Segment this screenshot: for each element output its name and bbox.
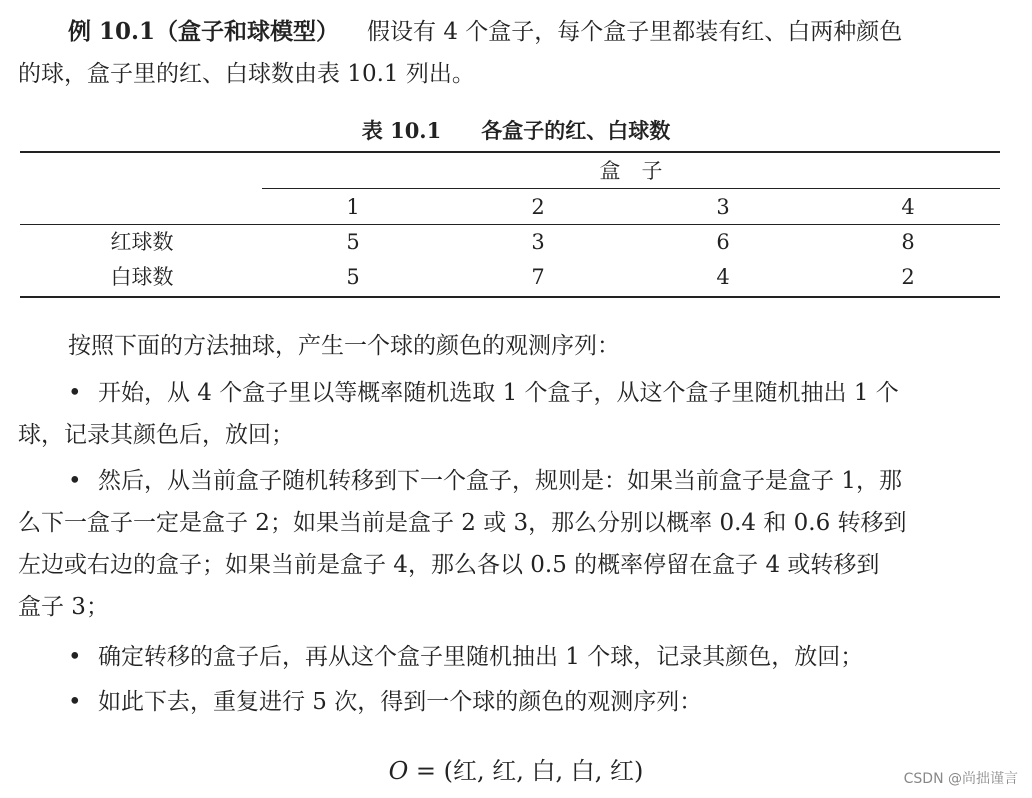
table-row-label: 红球数: [110, 230, 174, 254]
table-cell: 5: [346, 265, 360, 289]
table-cell: 4: [716, 265, 730, 289]
bullet-2-line-2: 么下一盒子一定是盒子 2；如果当前是盒子 2 或 3，那么分别以概率 0.4 和 0.6 转移到: [18, 510, 907, 536]
table-caption-text: 各盒子的红、白球数: [481, 118, 671, 143]
csdn-watermark: CSDN @尚拙谨言: [903, 771, 1018, 787]
observation-sequence-formula: [0, 754, 1032, 788]
bullet-1-text-1: 开始，从 4 个盒子里以等概率随机选取 1 个盒子，从这个盒子里随机抽出 1 个: [98, 380, 899, 406]
bullet-dot: •: [68, 689, 82, 715]
bullet-2-line-3: 左边或右边的盒子；如果当前是盒子 4，那么各以 0.5 的概率停留在盒子 4 或转移到: [18, 552, 880, 578]
table-row-label: 白球数: [110, 265, 174, 289]
table-column-header: 4: [901, 195, 915, 219]
bullet-dot: •: [68, 380, 82, 406]
example-title: （盒子和球模型）: [155, 18, 340, 45]
bullet-2-text-1: 然后，从当前盒子随机转移到下一个盒子，规则是：如果当前盒子是盒子 1，那: [98, 468, 902, 494]
bullet-3-text-1: 确定转移的盒子后，再从这个盒子里随机抽出 1 个球，记录其颜色，放回；: [98, 644, 864, 670]
bullet-2-line-1: [68, 465, 902, 497]
table-cell: 8: [901, 230, 915, 254]
table-header-rule: [20, 224, 1000, 225]
bullet-3-line-1: [68, 641, 863, 673]
table-cell: 5: [346, 230, 360, 254]
table-bottom-rule: [20, 296, 1000, 298]
formula-variable: O: [388, 757, 409, 785]
table-column-header: 2: [531, 195, 545, 219]
formula-expression: = (红, 红, 白, 白, 红): [408, 757, 644, 785]
table-group-rule: [262, 188, 1000, 189]
table-column-header: 3: [716, 195, 730, 219]
table-group-header: 盒 子: [599, 159, 663, 183]
table-cell: 2: [901, 265, 915, 289]
table-cell: 6: [716, 230, 730, 254]
bullet-4-text-1: 如此下去，重复进行 5 次，得到一个球的颜色的观测序列：: [98, 689, 703, 715]
example-intro-line-2: 的球，盒子里的红、白球数由表 10.1 列出。: [18, 61, 475, 87]
bullet-2-line-4: 盒子 3；: [18, 594, 109, 620]
example-intro-line-1: [68, 16, 902, 48]
bullet-dot: •: [68, 468, 82, 494]
table-column-header: 1: [346, 195, 360, 219]
table-caption: [0, 116, 1032, 146]
example-intro-text-1: 假设有 4 个盒子，每个盒子里都装有红、白两种颜色: [367, 19, 903, 45]
bullet-1-line-2: 球，记录其颜色后，放回；: [18, 422, 294, 448]
example-label: 例 10.1: [68, 18, 156, 45]
bullet-1-line-1: [68, 377, 899, 409]
table-cell: 3: [531, 230, 545, 254]
bullet-4-line-1: [68, 686, 702, 718]
table-caption-number: 表 10.1: [361, 118, 442, 143]
method-intro: 按照下面的方法抽球，产生一个球的颜色的观测序列：: [68, 333, 620, 359]
bullet-dot: •: [68, 644, 82, 670]
table-top-rule: [20, 151, 1000, 153]
table-cell: 7: [531, 265, 545, 289]
